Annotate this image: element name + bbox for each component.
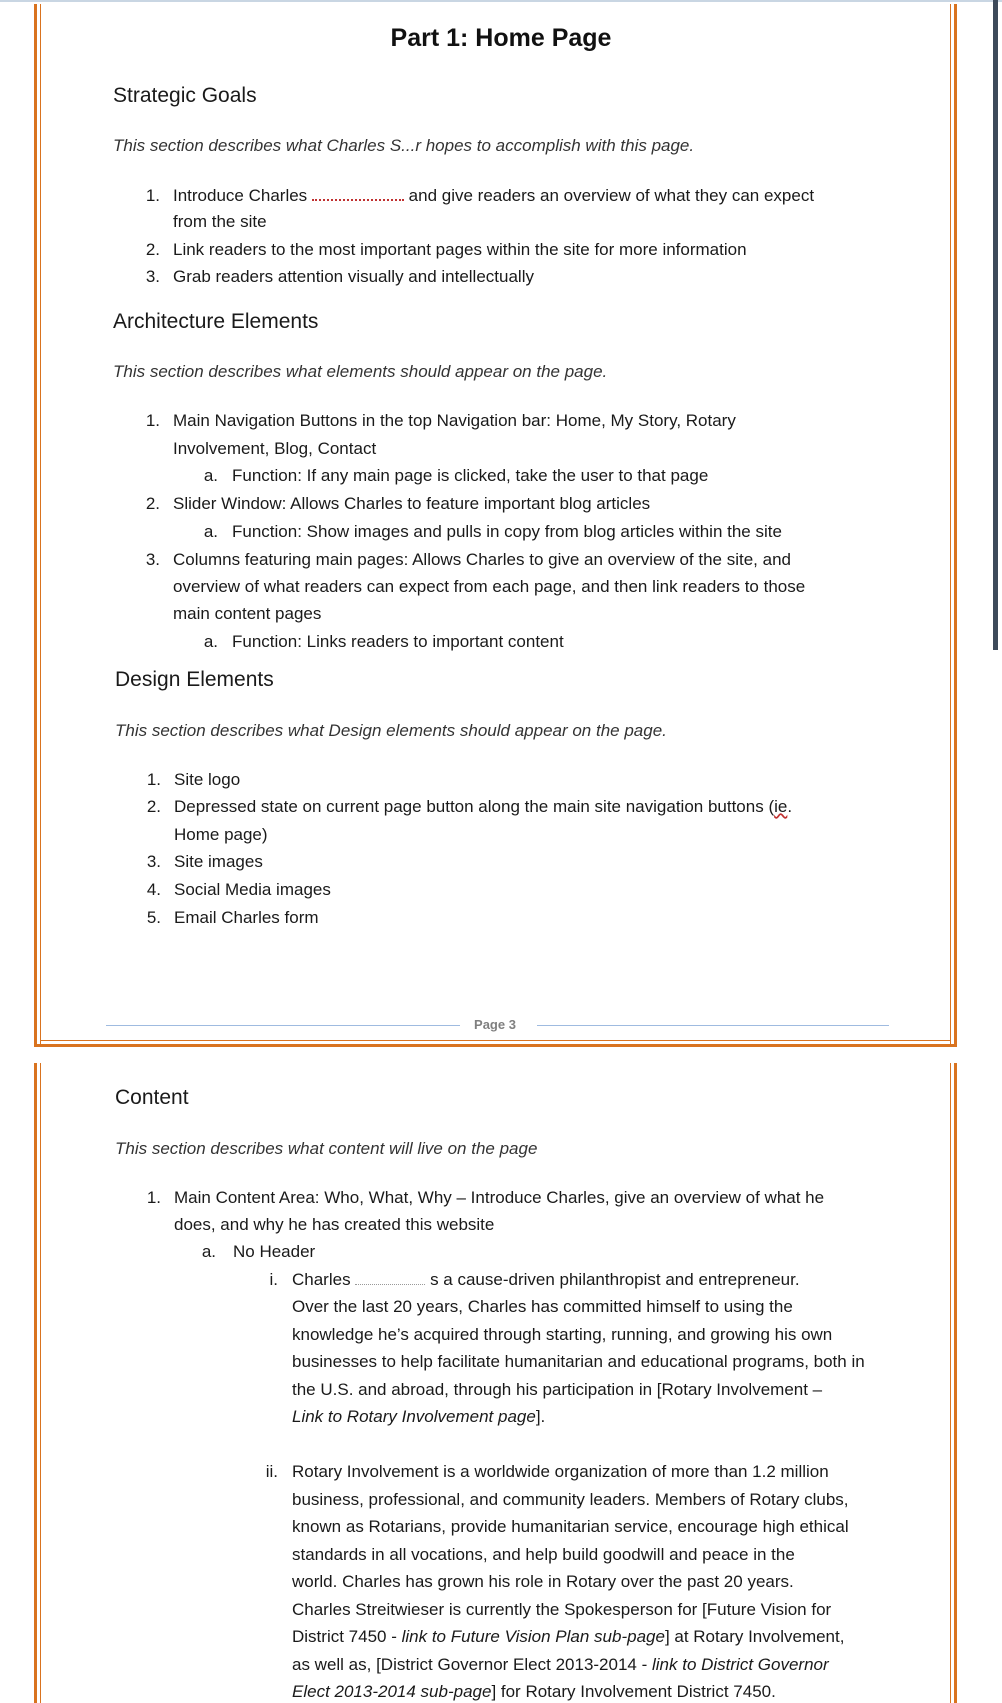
list-item-continuation: from the site	[173, 212, 267, 231]
list-number: 2.	[145, 494, 160, 513]
page-title: Part 1: Home Page	[390, 24, 612, 52]
list-number: 1.	[146, 770, 161, 789]
sub-list-letter: a.	[201, 1242, 216, 1261]
paragraph-line: Over the last 20 years, Charles has committed himself to using the	[292, 1297, 793, 1316]
list-number: 1.	[146, 1188, 161, 1207]
paragraph-line: businesses to help facilitate humanitarian and educational programs, both in	[292, 1352, 865, 1371]
paragraph-line: Charles s a cause-driven philanthropist and entrepreneur.	[292, 1270, 800, 1289]
window-top-edge	[0, 0, 1002, 2]
list-item: Slider Window: Allows Charles to feature important blog articles	[173, 494, 651, 513]
redacted-name	[355, 1274, 425, 1285]
list-number: 3.	[145, 550, 160, 569]
list-number: 1.	[145, 411, 160, 430]
roman-numeral: ii.	[265, 1462, 278, 1481]
paragraph-line: business, professional, and community leaders. Members of Rotary clubs,	[292, 1490, 849, 1509]
paragraph-line: knowledge he’s acquired through starting, running, and growing his own	[292, 1325, 833, 1344]
design-elements-heading: Design Elements	[115, 668, 274, 691]
architecture-elements-intro: This section describes what elements should appear on the page.	[113, 362, 608, 381]
list-item: Link readers to the most important pages within the site for more information	[173, 240, 747, 259]
list-number: 2.	[146, 797, 161, 816]
sub-list-item: No Header	[233, 1242, 316, 1261]
list-item: Columns featuring main pages: Allows Charles to give an overview of the site, and	[173, 550, 791, 569]
list-item: Grab readers attention visually and intellectually	[173, 267, 534, 286]
list-item: Social Media images	[174, 880, 331, 899]
strategic-goals-heading: Strategic Goals	[113, 84, 257, 107]
page-number: Page 3	[474, 1017, 516, 1032]
list-number: 4.	[146, 880, 161, 899]
paragraph-line: the U.S. and abroad, through his participation in [Rotary Involvement –	[292, 1380, 823, 1399]
sub-list-letter: a.	[203, 522, 218, 541]
list-item-continuation: does, and why he has created this website	[174, 1215, 495, 1234]
paragraph-line: Rotary Involvement is a worldwide organization of more than 1.2 million	[292, 1462, 829, 1481]
list-number: 1.	[145, 186, 160, 205]
list-item: Site logo	[174, 770, 241, 789]
paragraph-line: known as Rotarians, provide humanitarian service, encourage high ethical	[292, 1517, 849, 1536]
list-number: 2.	[145, 240, 160, 259]
list-item: Main Navigation Buttons in the top Navigation bar: Home, My Story, Rotary	[173, 411, 736, 430]
sub-list-item: Function: Show images and pulls in copy from blog articles within the site	[232, 522, 782, 541]
content-intro: This section describes what content will live on the page	[115, 1139, 538, 1158]
list-number: 5.	[146, 908, 161, 927]
list-item: Main Content Area: Who, What, Why – Introduce Charles, give an overview of what he	[174, 1188, 825, 1207]
paragraph-line: District 7450 - link to Future Vision Plan sub-page] at Rotary Involvement,	[292, 1627, 845, 1646]
list-number: 3.	[146, 852, 161, 871]
sub-list-item: Function: Links readers to important content	[232, 632, 564, 651]
vertical-scrollbar[interactable]	[993, 0, 998, 650]
design-elements-intro: This section describes what Design elements should appear on the page.	[115, 721, 667, 740]
content-heading: Content	[115, 1086, 189, 1109]
paragraph-line: Elect 2013-2014 sub-page] for Rotary Involvement District 7450.	[292, 1682, 776, 1701]
list-item: Depressed state on current page button along the main site navigation buttons (ie.	[174, 797, 793, 816]
strategic-goals-intro: This section describes what Charles S...r hopes to accomplish with this page.	[113, 136, 695, 155]
list-item: Site images	[174, 852, 263, 871]
list-number: 3.	[145, 267, 160, 286]
list-item: Email Charles form	[174, 908, 319, 927]
paragraph-line: Link to Rotary Involvement page].	[292, 1407, 546, 1426]
sub-list-letter: a.	[203, 632, 218, 651]
roman-numeral: i.	[269, 1270, 278, 1289]
paragraph-line: standards in all vocations, and help build goodwill and peace in the	[292, 1545, 795, 1564]
list-item-continuation: overview of what readers can expect from each page, and then link readers to those	[173, 577, 806, 596]
list-item-continuation: main content pages	[173, 604, 322, 623]
architecture-elements-heading: Architecture Elements	[113, 310, 319, 333]
list-item-continuation: Home page)	[174, 825, 268, 844]
paragraph-line: Charles Streitwieser is currently the Spokesperson for [Future Vision for	[292, 1600, 832, 1619]
footer-rule-right	[537, 1025, 889, 1026]
sub-list-letter: a.	[203, 466, 218, 485]
sub-list-item: Function: If any main page is clicked, take the user to that page	[232, 466, 709, 485]
redacted-name	[312, 187, 404, 201]
list-item: Introduce Charles and give readers an overview of what they can expect	[173, 186, 815, 205]
paragraph-line: as well as, [District Governor Elect 2013-2014 - link to District Governor	[292, 1655, 829, 1674]
footer-rule-left	[106, 1025, 460, 1026]
paragraph-line: world. Charles has grown his role in Rotary over the past 20 years.	[292, 1572, 794, 1591]
list-item-continuation: Involvement, Blog, Contact	[173, 439, 377, 458]
